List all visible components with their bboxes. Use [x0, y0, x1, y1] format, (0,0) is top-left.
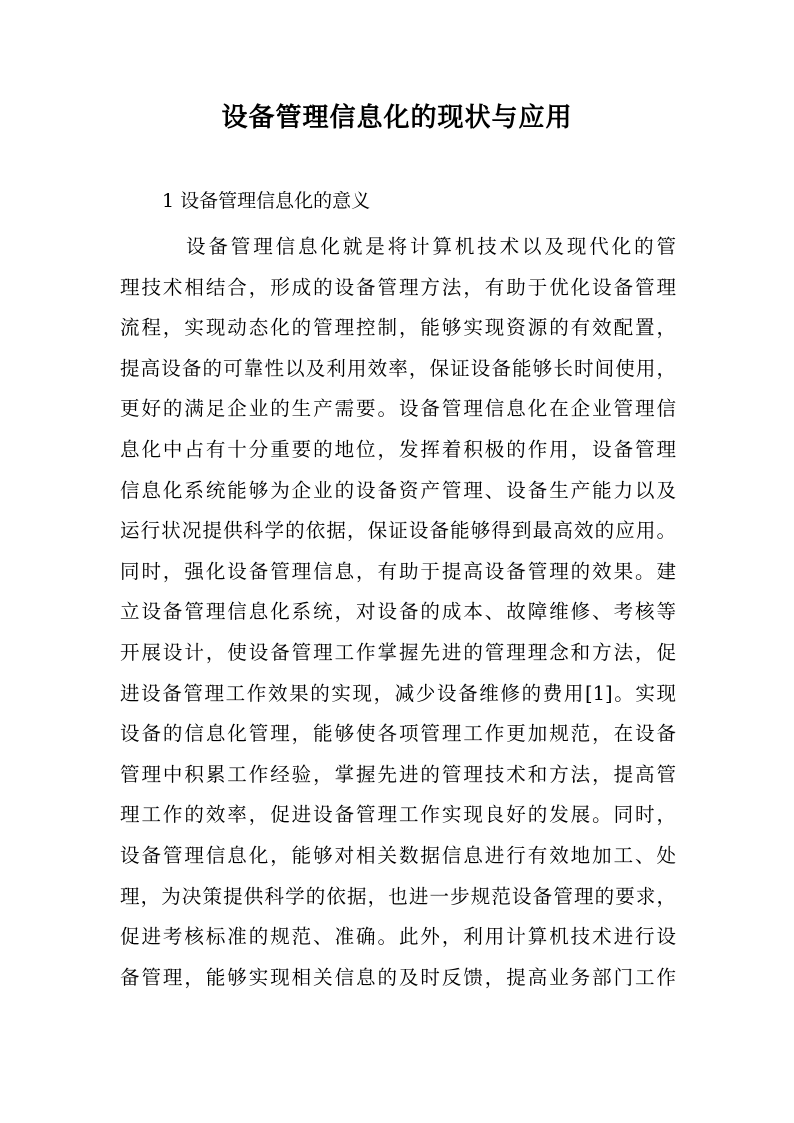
- paragraph-line: 开展设计，使设备管理工作掌握先进的管理理念和方法，促: [120, 640, 676, 664]
- body-paragraph: [120, 227, 676, 998]
- paragraph-line: 管理中积累工作经验，掌握先进的管理技术和方法，提高管: [120, 762, 676, 786]
- paragraph-line: 同时，强化设备管理信息，有助于提高设备管理的效果。建: [120, 559, 676, 583]
- paragraph-line: 设备的信息化管理，能够使各项管理工作更加规范，在设备: [120, 722, 676, 746]
- paragraph-line: 息化中占有十分重要的地位，发挥着积极的作用，设备管理: [120, 437, 676, 461]
- document-title: 设备管理信息化的现状与应用: [221, 103, 573, 133]
- paragraph-line: 理工作的效率，促进设备管理工作实现良好的发展。同时，: [120, 803, 676, 827]
- paragraph-line: 理，为决策提供科学的依据，也进一步规范设备管理的要求，: [120, 884, 676, 908]
- paragraph-line: 理技术相结合，形成的设备管理方法，有助于优化设备管理: [120, 275, 676, 299]
- paragraph-line: 立设备管理信息化系统，对设备的成本、故障维修、考核等: [120, 600, 676, 624]
- section-heading: 1 设备管理信息化的意义: [162, 190, 371, 212]
- paragraph-line: 信息化系统能够为企业的设备资产管理、设备生产能力以及: [120, 478, 676, 502]
- paragraph-line: 进设备管理工作效果的实现，减少设备维修的费用[1]。实现: [120, 681, 676, 705]
- paragraph-line: 设备管理信息化就是将计算机技术以及现代化的管: [186, 235, 676, 258]
- paragraph-line: 促进考核标准的规范、准确。此外，利用计算机技术进行设: [120, 925, 676, 949]
- paragraph-line: 流程，实现动态化的管理控制，能够实现资源的有效配置，: [120, 316, 676, 340]
- paragraph-line: 更好的满足企业的生产需要。设备管理信息化在企业管理信: [120, 397, 676, 421]
- paragraph-line: 设备管理信息化，能够对相关数据信息进行有效地加工、处: [120, 843, 676, 867]
- paragraph-line: 提高设备的可靠性以及利用效率，保证设备能够长时间使用，: [120, 356, 676, 380]
- paragraph-line: 备管理，能够实现相关信息的及时反馈，提高业务部门工作: [120, 965, 676, 989]
- paragraph-line: 运行状况提供科学的依据，保证设备能够得到最高效的应用。: [120, 519, 676, 543]
